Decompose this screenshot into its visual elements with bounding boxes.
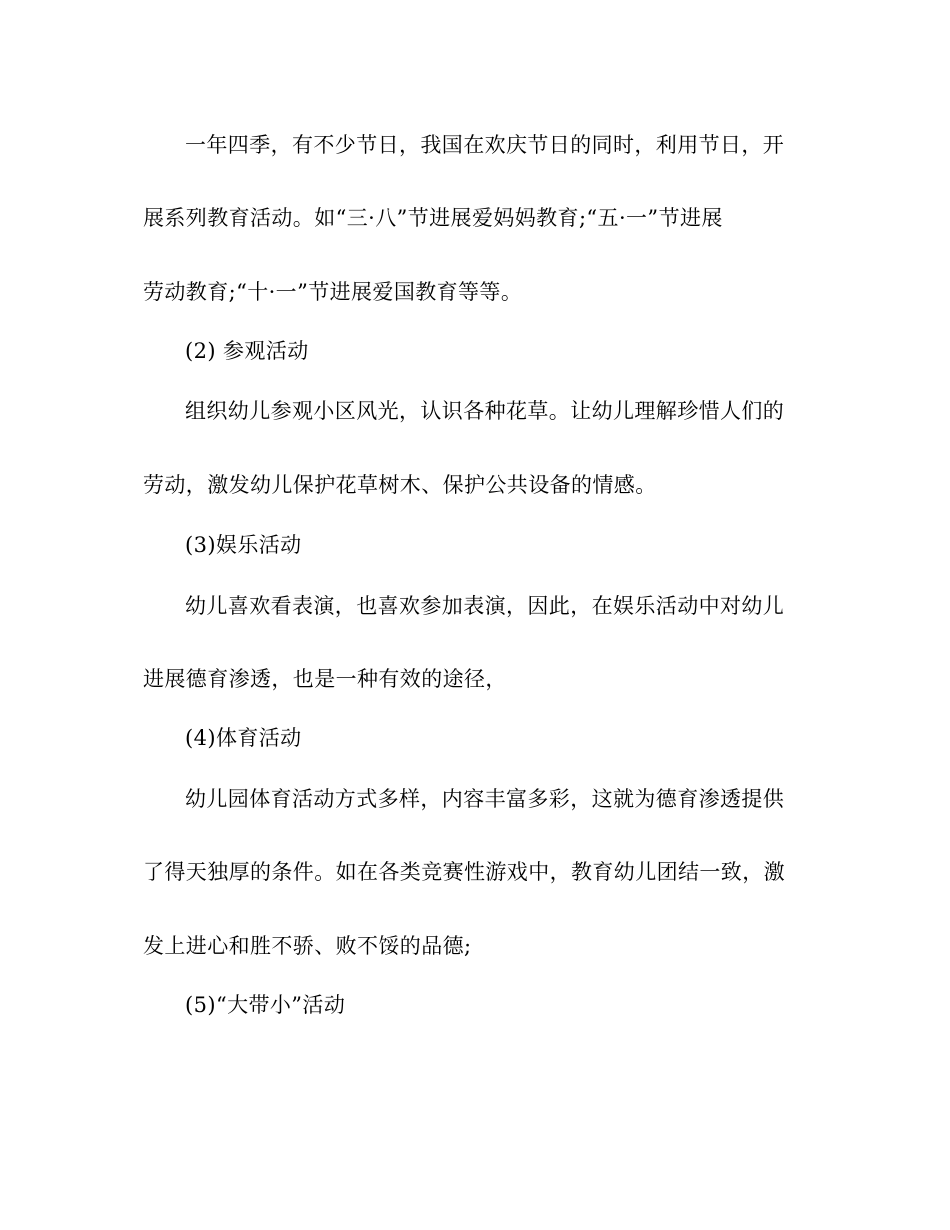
- paragraph-line-11: 幼儿园体育活动方式多样，内容丰富多彩，这就为德育渗透提供: [185, 787, 785, 811]
- paragraph-line-9: 进展德育渗透，也是一种有效的途径，: [143, 667, 507, 691]
- paragraph-line-6: 劳动，激发幼儿保护花草树木、保护公共设备的情感。: [143, 473, 657, 497]
- paragraph-line-5: 组织幼儿参观小区风光，认识各种花草。让幼儿理解珍惜人们的: [185, 399, 785, 423]
- section-heading-big-with-small: (5)“大带小”活动: [185, 993, 346, 1017]
- section-heading-visit: (2) 参观活动: [185, 339, 309, 363]
- section-heading-entertainment: (3)娱乐活动: [185, 533, 302, 557]
- paragraph-line-1: 一年四季，有不少节日，我国在欢庆节日的同时，利用节日，开: [185, 133, 785, 157]
- paragraph-line-3: 劳动教育;“十·一”节进展爱国教育等等。: [143, 280, 523, 304]
- section-heading-sports: (4)体育活动: [185, 726, 302, 750]
- paragraph-line-8: 幼儿喜欢看表演，也喜欢参加表演，因此，在娱乐活动中对幼儿: [185, 594, 785, 618]
- paragraph-line-2: 展系列教育活动。如“三·八”节进展爱妈妈教育;“五·一”节进展: [143, 206, 723, 230]
- paragraph-line-12: 了得天独厚的条件。如在各类竞赛性游戏中，教育幼儿团结一致，激: [143, 860, 785, 884]
- paragraph-line-13: 发上进心和胜不骄、败不馁的品德;: [143, 934, 472, 958]
